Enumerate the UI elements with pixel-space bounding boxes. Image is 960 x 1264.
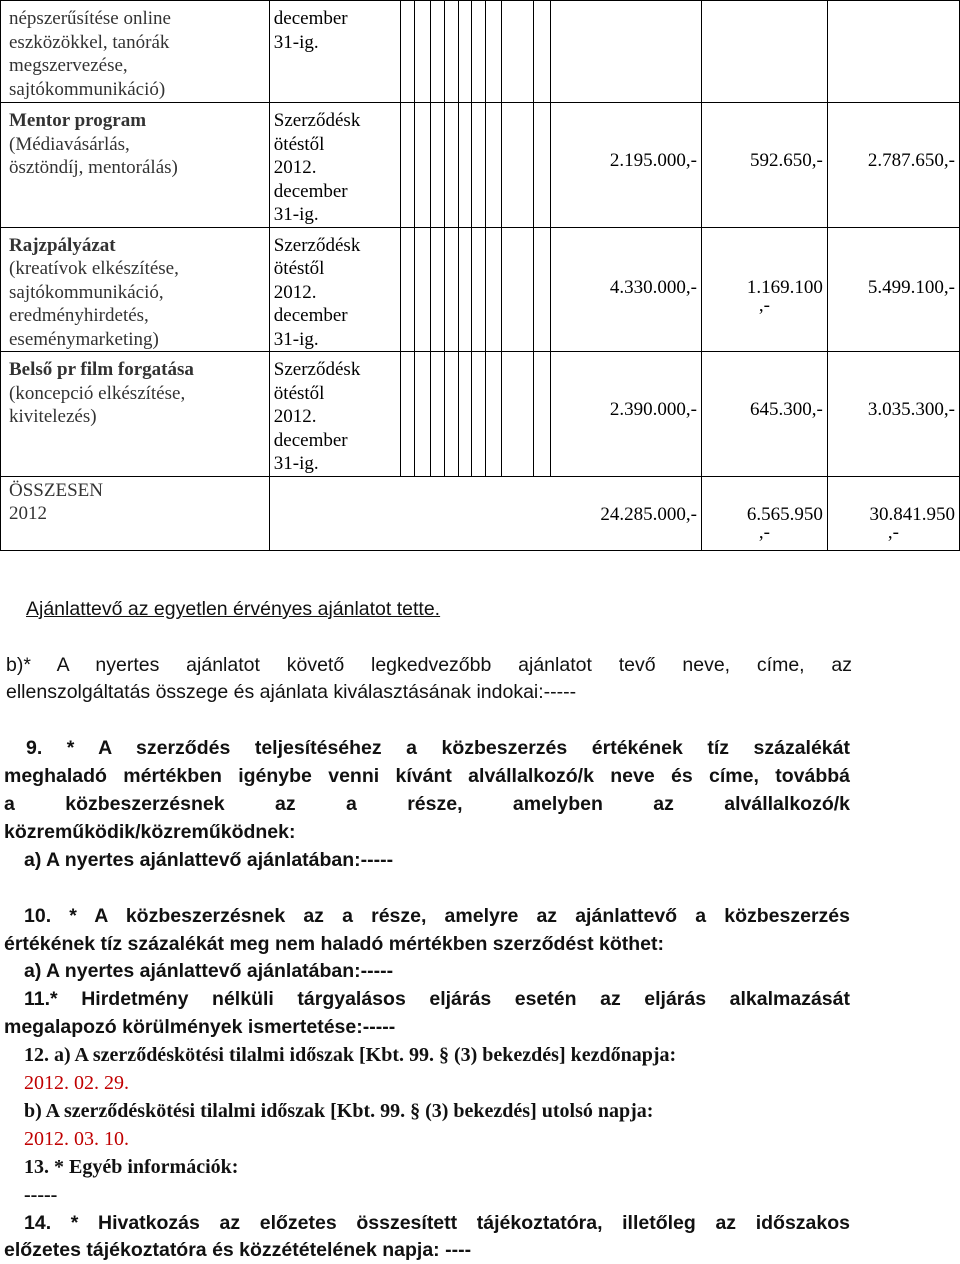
single-offer-note: Ajánlattevő az egyetlen érvényes ajánlatot tette.: [26, 598, 441, 620]
total-gross: 30.841.950 ,-: [827, 476, 959, 550]
vat-amount: 592.650,-: [701, 103, 827, 228]
gross-amount: [827, 1, 959, 103]
section-b-line2: ellenszolgáltatás összege és ajánlata kiválasztásának indokai:-----: [6, 681, 577, 703]
deadline-cell: december 31-ig.: [269, 1, 400, 103]
net-amount: [550, 1, 701, 103]
budget-table: [0, 0, 960, 551]
section-14-line2: előzetes tájékoztatóra és közzétételének napja: ----: [4, 1239, 472, 1261]
activity-description: Belső pr film forgatása (koncepció elkészítése, kivitelezés): [1, 352, 270, 477]
net-amount: 2.390.000,-: [550, 352, 701, 477]
section-9-line1: 9. * A szerződés teljesítéséhez a közbeszerzés értékének tíz százalékát: [26, 737, 850, 759]
section-13-value: -----: [24, 1184, 58, 1206]
activity-description: Rajzpályázat (kreatívok elkészítése, sajtókommunikáció, eredményhirdetés, eseménymarketing): [1, 227, 270, 352]
section-12b-date: 2012. 03. 10.: [24, 1128, 129, 1150]
table-row: [1, 227, 960, 352]
section-12b-label: b) A szerződéskötési tilalmi időszak [Kbt. 99. § (3) bekezdés] utolsó napja:: [24, 1100, 654, 1122]
section-10-answer: a) A nyertes ajánlattevő ajánlatában:-----: [24, 960, 394, 982]
section-11-line2: megalapozó körülmények ismertetése:-----: [4, 1016, 396, 1038]
gross-amount: 3.035.300,-: [827, 352, 959, 477]
table-row: [1, 352, 960, 477]
total-net: 24.285.000,-: [269, 476, 701, 550]
vat-amount: 1.169.100 ,-: [701, 227, 827, 352]
deadline-cell: Szerződésk ötéstől 2012. december 31-ig.: [269, 103, 400, 228]
activity-description: Mentor program (Médiavásárlás, ösztöndíj, mentorálás): [1, 103, 270, 228]
deadline-cell: Szerződésk ötéstől 2012. december 31-ig.: [269, 352, 400, 477]
section-b-line1: b)* A nyertes ajánlatot követő legkedvezőbb ajánlatot tevő neve, címe, az: [6, 654, 852, 676]
total-vat: 6.565.950 ,-: [701, 476, 827, 550]
net-amount: 4.330.000,-: [550, 227, 701, 352]
section-12a-label: 12. a) A szerződéskötési tilalmi időszak [Kbt. 99. § (3) bekezdés] kezdőnapja:: [24, 1044, 677, 1066]
section-10-line2: értékének tíz százalékát meg nem haladó mértékben szerződést köthet:: [4, 933, 664, 955]
section-11-line1: 11.* Hirdetmény nélküli tárgyalásos eljárás esetén az eljárás alkalmazását: [24, 988, 850, 1010]
gross-amount: 5.499.100,-: [827, 227, 959, 352]
section-10-line1: 10. * A közbeszerzésnek az a része, amelyre az ajánlattevő a közbeszerzés: [24, 905, 850, 927]
total-label: ÖSSZESEN 2012: [1, 476, 270, 550]
vat-amount: [701, 1, 827, 103]
section-9-answer: a) A nyertes ajánlattevő ajánlatában:-----: [24, 849, 394, 871]
activity-description: népszerűsítése online eszközökkel, tanórák megszervezése, sajtókommunikáció): [1, 1, 270, 103]
total-row: [1, 476, 960, 550]
table-row: [1, 103, 960, 228]
section-13-label: 13. * Egyéb információk:: [24, 1156, 239, 1178]
section-12a-date: 2012. 02. 29.: [24, 1072, 129, 1094]
section-9-line2: meghaladó mértékben igénybe venni kívánt alvállalkozó/k neve és címe, továbbá: [4, 765, 850, 787]
net-amount: 2.195.000,-: [550, 103, 701, 228]
vat-amount: 645.300,-: [701, 352, 827, 477]
gross-amount: 2.787.650,-: [827, 103, 959, 228]
section-9-line3: a közbeszerzésnek az a része, amelyben az alvállalkozó/k: [4, 793, 850, 815]
section-14-line1: 14. * Hivatkozás az előzetes összesített tájékoztatóra, illetőleg az időszakos: [24, 1212, 850, 1234]
section-9-line4: közreműködik/közreműködnek:: [4, 821, 296, 843]
deadline-cell: Szerződésk ötéstől 2012. december 31-ig.: [269, 227, 400, 352]
table-row: [1, 1, 960, 103]
